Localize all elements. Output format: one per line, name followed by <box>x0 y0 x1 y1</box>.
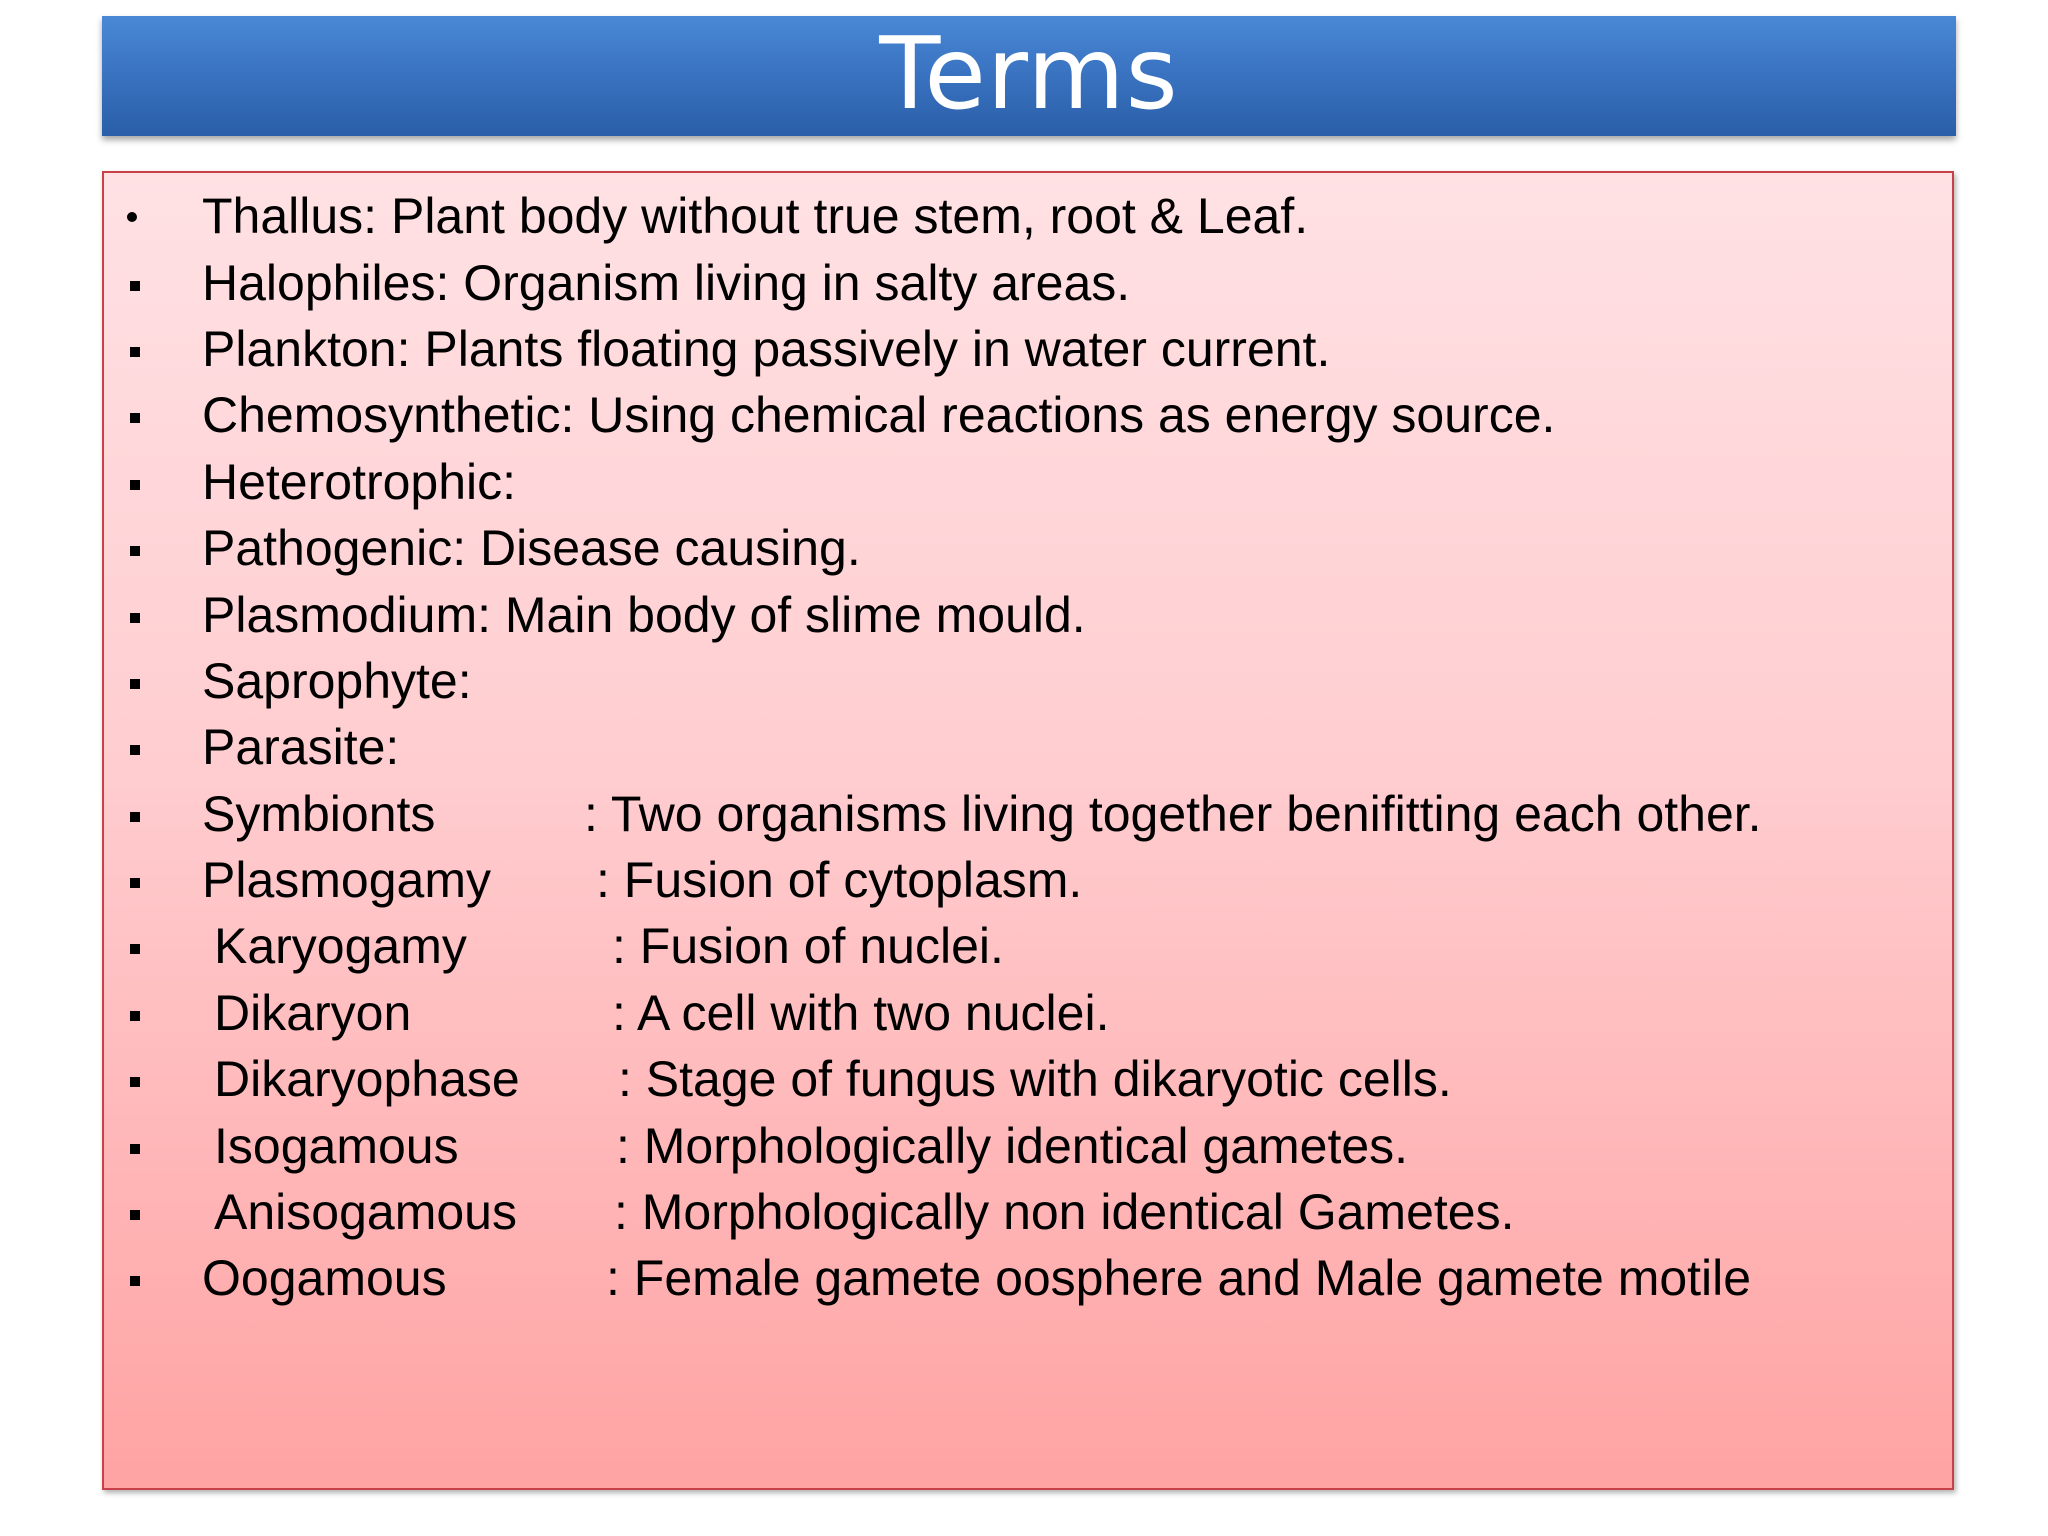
term-text: Heterotrophic: <box>202 453 517 510</box>
term-name: Dikaryophase <box>214 1051 520 1108</box>
term-definition: : Two organisms living together benifitting each other. <box>584 785 1762 842</box>
square-bullet-icon <box>130 613 140 623</box>
term-name: Oogamous <box>202 1250 447 1307</box>
term-definition: : Morphologically non identical Gametes. <box>614 1184 1515 1241</box>
term-text: Halophiles: Organism living in salty areas. <box>202 254 1131 311</box>
square-bullet-icon <box>130 1276 140 1286</box>
term-definition: : Fusion of nuclei. <box>612 918 1004 975</box>
terms-content-box <box>102 171 1954 1490</box>
term-text: Pathogenic: Disease causing. <box>202 520 861 577</box>
title-bar <box>102 16 1956 136</box>
term-name: Isogamous <box>214 1117 459 1174</box>
term-name: Plasmogamy <box>202 852 491 909</box>
term-text: Parasite: <box>202 719 400 776</box>
square-bullet-icon <box>130 812 140 822</box>
term-text: Chemosynthetic: Using chemical reactions as energy source. <box>202 387 1556 444</box>
term-text: Saprophyte: <box>202 652 472 709</box>
square-bullet-icon <box>130 944 140 954</box>
term-definition: : Female gamete oosphere and Male gamete motile <box>606 1250 1752 1307</box>
square-bullet-icon <box>130 1210 140 1220</box>
term-definition: : Fusion of cytoplasm. <box>596 852 1083 909</box>
square-bullet-icon <box>130 1077 140 1087</box>
term-text: Thallus: Plant body without true stem, root & Leaf. <box>202 188 1309 245</box>
term-definition: : Stage of fungus with dikaryotic cells. <box>618 1051 1452 1108</box>
term-text: Plankton: Plants floating passively in water current. <box>202 320 1331 377</box>
term-definition: : A cell with two nuclei. <box>612 984 1110 1041</box>
square-bullet-icon <box>130 480 140 490</box>
round-bullet-icon <box>127 212 137 222</box>
term-name: Dikaryon <box>214 984 412 1041</box>
term-name: Anisogamous <box>214 1184 517 1241</box>
square-bullet-icon <box>130 347 140 357</box>
square-bullet-icon <box>130 546 140 556</box>
square-bullet-icon <box>130 413 140 423</box>
square-bullet-icon <box>130 878 140 888</box>
term-name: Symbionts <box>202 785 436 842</box>
square-bullet-icon <box>130 1144 140 1154</box>
square-bullet-icon <box>130 1011 140 1021</box>
term-name: Karyogamy <box>214 918 467 975</box>
square-bullet-icon <box>130 745 140 755</box>
slide-title: Terms <box>879 15 1179 132</box>
term-text: Plasmodium: Main body of slime mould. <box>202 586 1086 643</box>
square-bullet-icon <box>130 281 140 291</box>
square-bullet-icon <box>130 679 140 689</box>
term-definition: : Morphologically identical gametes. <box>616 1117 1409 1174</box>
